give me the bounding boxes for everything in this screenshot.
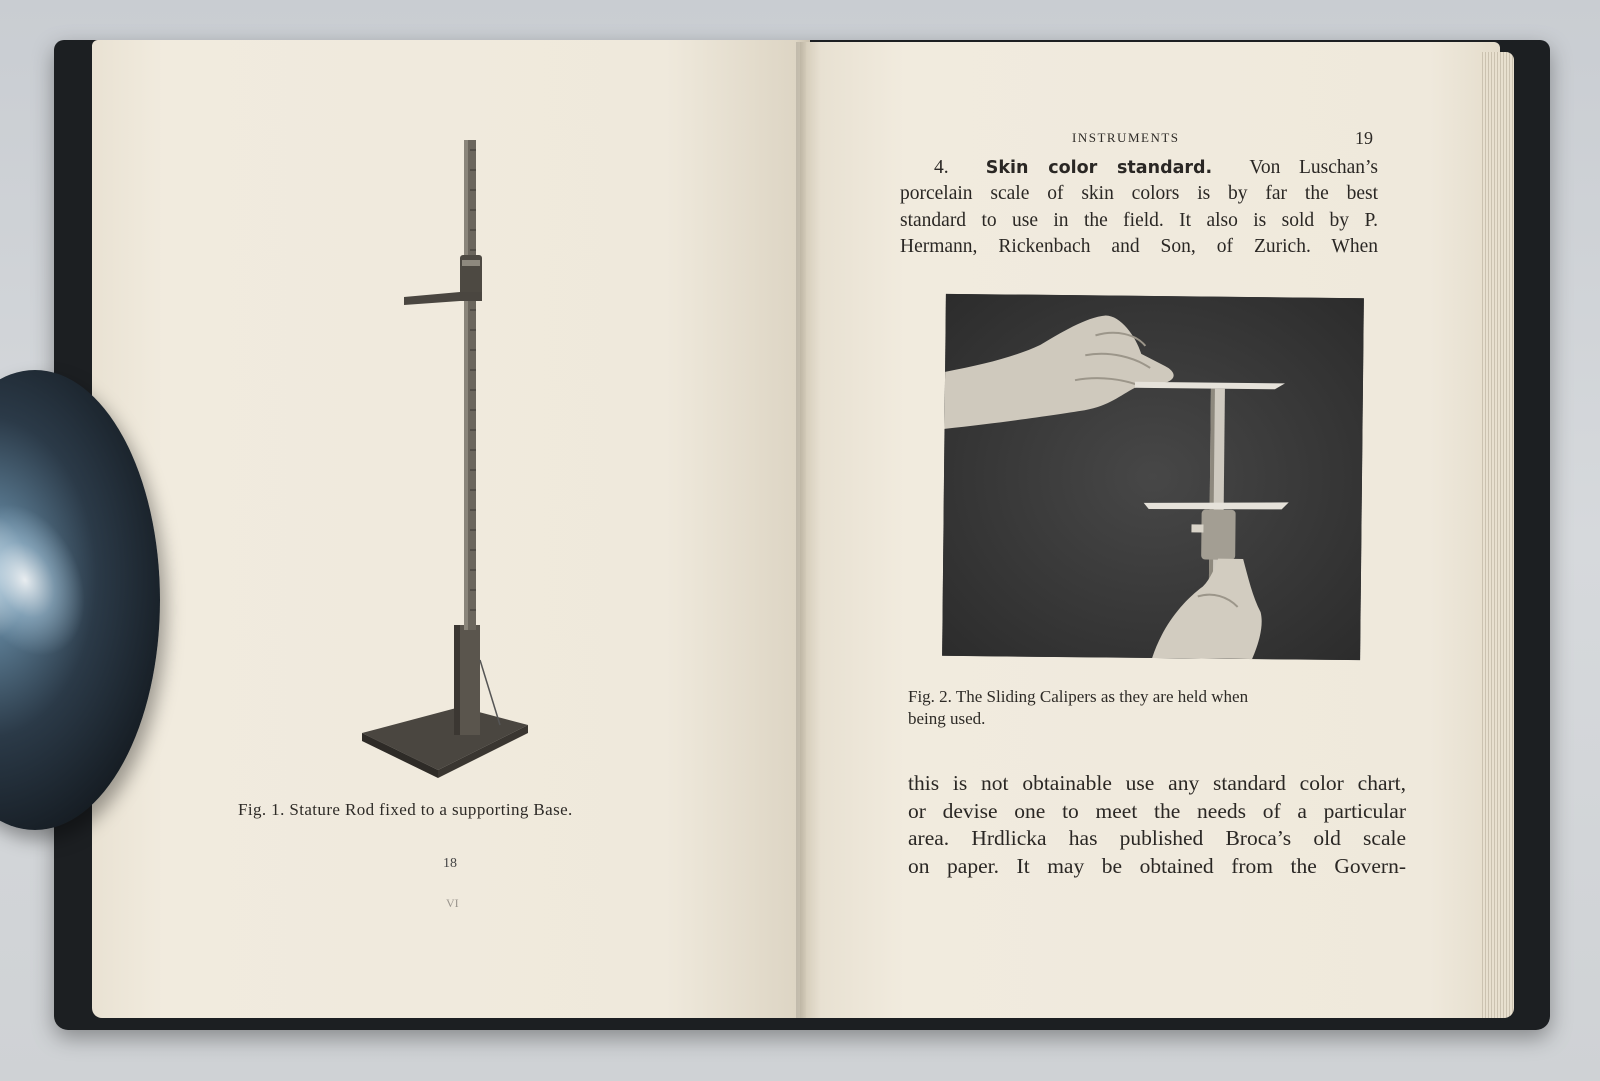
pencil-mark: VI [446, 896, 459, 910]
calipers-photo [942, 294, 1364, 660]
caliper-slider [1201, 510, 1236, 560]
fig2-caption-line: being used. [908, 709, 986, 728]
page-number-18: 18 [443, 856, 457, 871]
paragraph-line: porcelain scale of skin colors is by far the best [900, 183, 1378, 205]
paragraph-line: or devise one to meet the needs of a particular [908, 798, 1406, 823]
paragraph-line: standard to use in the field. It also is sold by P. [900, 209, 1378, 231]
page-edges [1480, 52, 1514, 1018]
fig2-caption-line: Fig. 2. The Sliding Calipers as they are held when [908, 687, 1249, 706]
paragraph-line [900, 155, 1378, 181]
lens-highlight [0, 484, 109, 675]
fig2-caption [908, 686, 1402, 730]
paragraph-skin-color [900, 155, 1378, 260]
item-number: 4. [934, 157, 949, 178]
paragraph-line: Hermann, Rickenbach and Son, of Zurich. When [900, 235, 1378, 257]
section-heading: Skin color standard. [985, 158, 1213, 178]
paragraph-line: on paper. It may be obtained from the Govern- [908, 853, 1406, 878]
fig1-caption: Fig. 1. Stature Rod fixed to a supporting Base. [238, 800, 573, 819]
page-number-19: 19 [1355, 128, 1373, 148]
running-head: INSTRUMENTS [1072, 130, 1180, 145]
paragraph-line: area. Hrdlicka has published Broca’s old scale [908, 826, 1406, 850]
paragraph-line: this is not obtainable use any standard color chart, [908, 771, 1406, 795]
stature-rod-illustration [360, 140, 550, 790]
book-gutter [796, 42, 806, 1018]
paragraph-text: Von Luschan’s [1249, 157, 1379, 178]
paragraph-continuation [908, 770, 1406, 880]
calipers-photo-drawing [942, 294, 1364, 660]
